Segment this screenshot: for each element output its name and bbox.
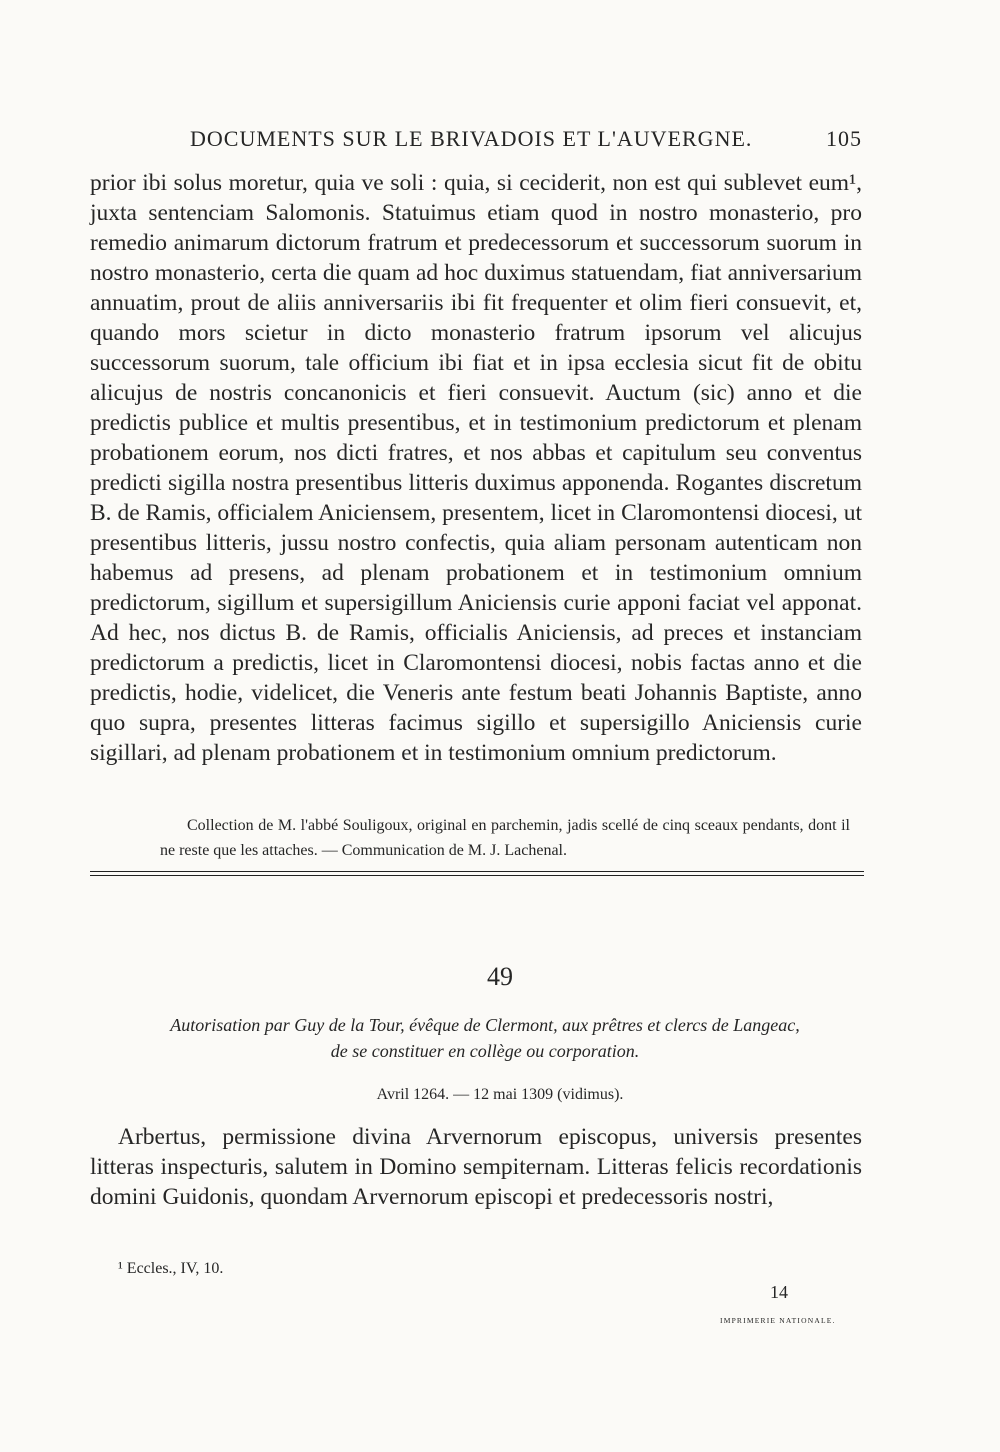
footnote: ¹ Eccles., IV, 10. [118,1260,224,1277]
section-divider [90,871,864,876]
running-header [190,126,862,156]
page-number: 105 [826,126,862,151]
document-date: Avril 1264. — 12 mai 1309 (vidimus). [376,1086,624,1103]
document-opening-paragraph: Arbertus, permissione divina Arvernorum episcopus, universis presentes litteras inspecturis, salutem in Domino sempiternam. Litteras felicis recordationis domini Guidonis, quondam Arvernorum episcopi et predecessoris nostri, [90,1124,862,1210]
continuation-paragraph: prior ibi solus moretur, quia ve soli : quia, si ceciderit, non est qui sublevet eum¹, juxta sentenciam Salomonis. Statuimus etiam quod in nostro monasterio, pro remedio animarum dictorum fratrum et predecessorum et successorum suorum in nostro monasterio, certa die quam ad hoc duximus statuendam, fiat anniversarium annuatim, prout de aliis anniversariis ibi fit frequenter et olim fieri consuevit, et, quando mors scietur in dicto monasterio fratrum ipsorum vel alicujus successorum suorum, tale officium ibi fiat et in ipsa ecclesia sicut fit de obitu alicujus de nostris concanonicis et fieri consuevit. Auctum (sic) anno et die predictis publice et multis presentibus, et in testimonium predictorum et plenam probationem eorum, nos dicti fratres, et nos abbas et capitulum seu conventus predicti sigilla nostra presentibus litteris duximus apponenda. Rogantes discretum B. de Ramis, officialem Aniciensem, presentem, licet in Claromontensi diocesi, ut presentibus litteris, jussu nostro confectis, quia aliam personam autenticam non habemus ad presens, ad plenam probationem et in testimonium omnium predictorum, sigillum et supersigillum Aniciensis curie apponi faciat vel apponat. Ad hec, nos dictus B. de Ramis, officialis Aniciensis, ad preces et instanciam predictorum a predictis, licet in Claromontensi diocesi, nobis factas anno et die predictis, hodie, videlicet, die Veneris ante festum beati Johannis Baptiste, anno quo supra, presentes litteras facimus sigillo et supersigillo Aniciensis curie sigillari, ad plenam probationem et in testimonium omnium predictorum. [90,170,862,766]
running-title: DOCUMENTS SUR LE BRIVADOIS ET L'AUVERGNE. [190,126,753,151]
document-title-line-1: Autorisation par Guy de la Tour, évêque de Clermont, aux prêtres et clercs de Langeac, [170,1015,800,1035]
signature-mark: 14 [770,1282,788,1302]
printer-imprint: IMPRIMERIE NATIONALE. [720,1316,836,1325]
document-number: 49 [487,962,513,991]
document-title [100,1012,870,1064]
source-note: Collection de M. l'abbé Souligoux, original en parchemin, jadis scellé de cinq sceaux pendants, dont il ne reste que les attaches. — Communication de M. J. Lachenal. [160,817,850,859]
document-title-line-2: de se constituer en collège ou corporation. [330,1041,640,1061]
